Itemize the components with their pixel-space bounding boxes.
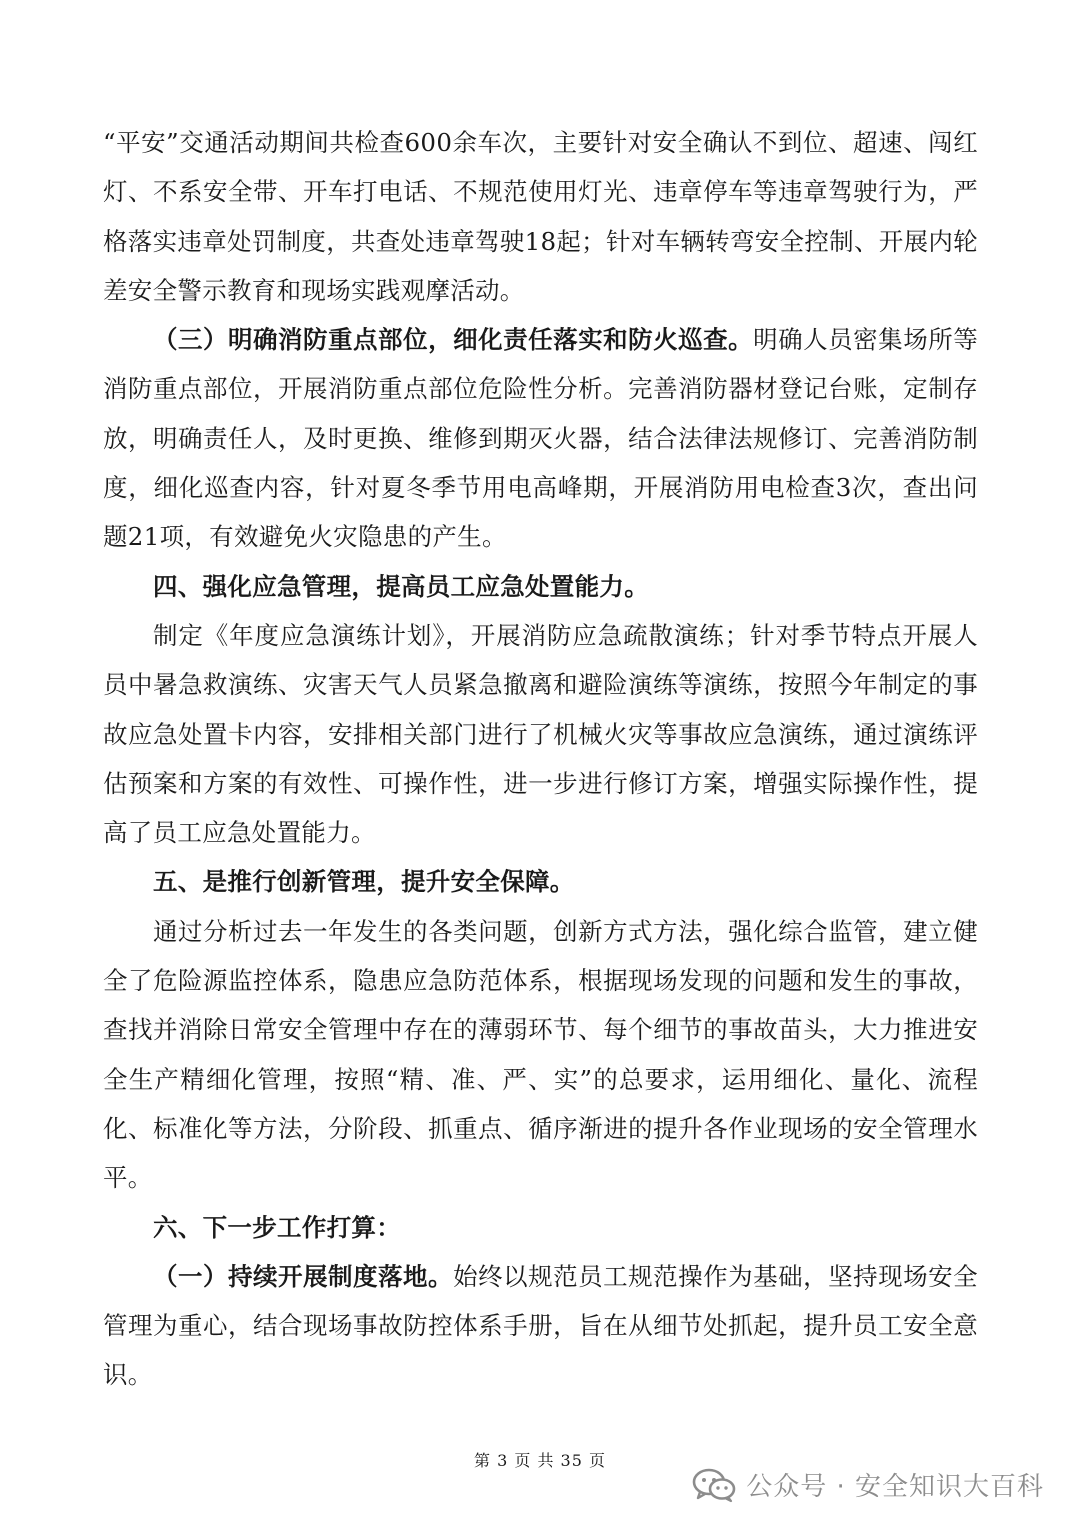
- watermark: [692, 1466, 1044, 1503]
- paragraph-system-implementation-text: 始终以规范员工规范操作为基础，坚持现场安全管理为重心，结合现场事故防控体系手册，旨在从细节处抓起，提升员工安全意识。: [103, 1261, 978, 1390]
- paragraph-traffic-check: “平安”交通活动期间共检查600余车次，主要针对安全确认不到位、超速、闯红灯、不系安全带、开车打电话、不规范使用灯光、违章停车等违章驾驶行为，严格落实违章处罚制度，共查处违章驾驶18起；针对车辆转弯安全控制、开展内轮差安全警示教育和现场实践观摩活动。: [103, 128, 978, 305]
- paragraph-fire-safety: [103, 315, 978, 561]
- heading-emergency-management: 四、强化应急管理，提高员工应急处置能力。: [153, 571, 649, 601]
- subheading-system-implementation: （一）持续开展制度落地。: [153, 1261, 454, 1291]
- page-number: 第 3 页 共 35 页: [474, 1451, 606, 1470]
- heading-next-steps: 六、下一步工作打算：: [153, 1212, 401, 1242]
- subheading-fire-safety: （三）明确消防重点部位，细化责任落实和防火巡查。: [153, 325, 754, 355]
- paragraph-fire-safety-text: 明确人员密集场所等消防重点部位，开展消防重点部位危险性分析。完善消防器材登记台账，定制存放，明确责任人，及时更换、维修到期灭火器，结合法律法规修订、完善消防制度，细化巡查内容，针对夏冬季节用电高峰期，开展消防用电检查3次，查出问题21项，有效避免火灾隐患的产生。: [103, 325, 979, 552]
- paragraph-innovation: 通过分析过去一年发生的各类问题，创新方式方法，强化综合监管，建立健全了危险源监控体系，隐患应急防范体系，根据现场发现的问题和发生的事故，查找并消除日常安全管理中存在的薄弱环节、每个细节的事故苗头，大力推进安全生产精细化管理，按照“精、准、严、实”的总要求，运用细化、量化、流程化、标准化等方法，分阶段、抓重点、循序渐进的提升各作业现场的安全管理水平。: [103, 916, 978, 1193]
- document-body: [103, 118, 978, 1400]
- wechat-icon: [692, 1467, 736, 1503]
- paragraph-emergency-drills: 制定《年度应急演练计划》，开展消防应急疏散演练；针对季节特点开展人员中暑急救演练、灾害天气人员紧急撤离和避险演练等演练，按照今年制定的事故应急处置卡内容，安排相关部门进行了机械火灾等事故应急演练，通过演练评估预案和方案的有效性、可操作性，进一步进行修订方案，增强实际操作性，提高了员工应急处置能力。: [103, 620, 978, 848]
- heading-innovation-management: 五、是推行创新管理，提升安全保障。: [153, 867, 575, 897]
- watermark-text: 公众号 · 安全知识大百科: [746, 1472, 1044, 1502]
- paragraph-system-implementation: [103, 1252, 978, 1400]
